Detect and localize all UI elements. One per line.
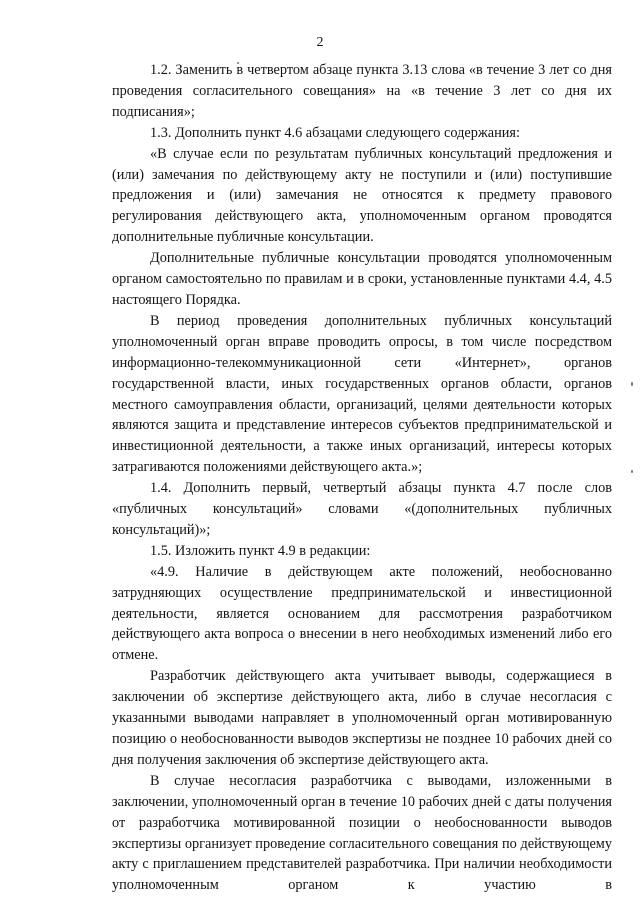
paragraph-1-3: 1.3. Дополнить пункт 4.6 абзацами следующего содержания: [150,124,520,141]
paragraph-4-9-b: Разработчик действующего акта учитывает выводы, содержащиеся в заключении об экспертизе действующего акта, либо в случае несогласия с указанными выводами направляет в уполномоченный орган мотивированную позицию о необоснованности выводов экспертизы не позднее 10 рабочих дней со дня получения заключения об экспертизе действующего акта. [112,668,612,768]
paragraph-4-9-a: «4.9. Наличие в действующем акте положений, необоснованно затрудняющих осуществление предпринимательской и инвестиционной деятельности, является основанием для рассмотрения разработчиком действующего акта вопроса о внесении в него необходимых изменений либо его отмене. [112,563,612,664]
paragraph-4-6-c: В период проведения дополнительных публичных консультаций уполномоченный орган вправе проводить опросы, в том числе посредством информационно-телекоммуникационной сети «Интернет», органов государственной власти, иных государственных органов области, органов местного самоуправления области, организаций, целями деятельности которых являются защита и представление интересов субъектов предпринимательской и инвестиционной деятельности, а также иных организаций, интересы которых затрагиваются положениями действующего акта.»; [112,312,612,476]
scan-speck [631,470,633,473]
paragraph-1-2: 1.2. Заменить в четвертом абзаце пункта 3.13 слова «в течение 3 лет со дня проведения согласительного совещания» на «в течение 3 лет со дня их подписания»; [112,62,612,120]
paragraph-4-6-b: Дополнительные публичные консультации проводятся уполномоченным органом самостоятельно по правилам и в сроки, установленные пунктами 4.4, 4.5 настоящего Порядка. [112,250,612,308]
paragraph-4-9-c: В случае несогласия разработчика с выводами, изложенными в заключении, уполномоченный орган в течение 10 рабочих дней с даты получения от разработчика мотивированной позиции о необоснованности выводов экспертизы организует проведение согласительного совещания по действующему акту с приглашением представителей разработчика. При наличии необходимости уполномоченным органом к участию в [112,772,612,894]
paragraph-4-6-a: «В случае если по результатам публичных консультаций предложения и (или) замечания по действующему акту не поступили и (или) поступившие предложения и (или) замечания не относятся к предмету правового регулирования действующего акта, уполномоченным органом проводятся дополнительные публичные консультации. [112,145,612,246]
page-number: 2 [316,35,324,50]
paragraph-1-5: 1.5. Изложить пункт 4.9 в редакции: [150,542,371,559]
scan-speck [631,382,633,386]
document-body [112,60,612,896]
paragraph-1-4: 1.4. Дополнить первый, четвертый абзацы пункта 4.7 после слов «публичных консультаций» словами «(дополнительных публичных консультаций)»; [112,480,612,538]
